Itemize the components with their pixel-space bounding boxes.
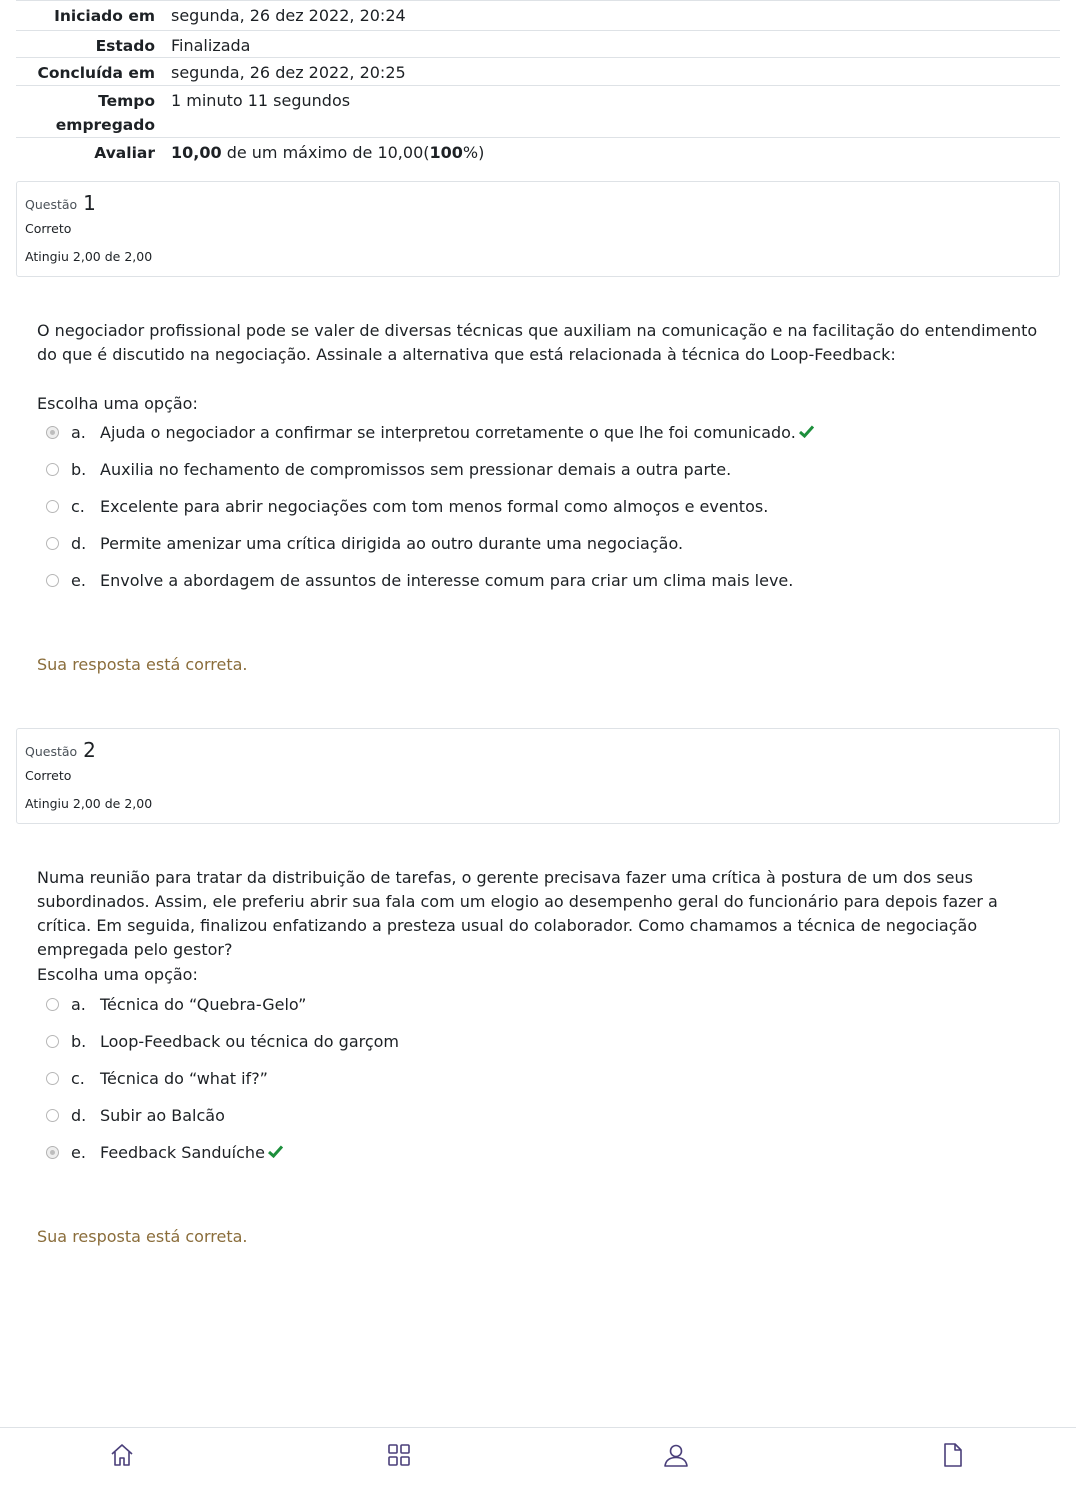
correct-check-icon: [268, 1143, 283, 1162]
answer-prompt-2: Escolha uma opção:: [37, 965, 198, 984]
answer-text: Auxilia no fechamento de compromissos sem pressionar demais a outra parte.: [100, 460, 732, 479]
answer-option[interactable]: [46, 414, 814, 451]
radio[interactable]: [46, 1035, 59, 1048]
answer-text: Técnica do “Quebra-Gelo”: [100, 995, 307, 1014]
summary-row-state: [16, 31, 1060, 58]
answer-option[interactable]: [46, 488, 814, 525]
question-info-2: [16, 728, 1060, 824]
grade-score: 10,00: [171, 143, 222, 162]
answer-option[interactable]: [46, 986, 399, 1023]
correct-check-icon: [799, 423, 814, 442]
radio[interactable]: [46, 1109, 59, 1122]
summary-label-line: Tempo: [98, 92, 155, 110]
summary-row-started: [16, 1, 1060, 31]
answer-text: Excelente para abrir negociações com tom menos formal como almoços e eventos.: [100, 497, 769, 516]
question-number-value: 2: [83, 738, 96, 762]
answer-letter: c.: [71, 1069, 85, 1088]
radio[interactable]: [46, 537, 59, 550]
question-info-1: [16, 181, 1060, 277]
summary-label-line: empregado: [55, 116, 155, 134]
home-icon: [109, 1442, 135, 1472]
document-icon: [940, 1442, 966, 1472]
summary-value: Finalizada: [171, 36, 251, 55]
question-number-value: 1: [83, 191, 96, 215]
answer-list-2: [46, 986, 399, 1171]
answer-text: Ajuda o negociador a confirmar se interpretou corretamente o que lhe foi comunicado.: [100, 423, 796, 442]
answer-text: Permite amenizar uma crítica dirigida ao outro durante uma negociação.: [100, 534, 684, 553]
answer-letter: c.: [71, 497, 85, 516]
answer-letter: e.: [71, 1143, 86, 1162]
answer-option[interactable]: [46, 451, 814, 488]
summary-label: [16, 89, 171, 136]
nav-profile-button[interactable]: [661, 1442, 691, 1472]
answer-text: Feedback Sanduíche: [100, 1143, 265, 1162]
summary-row-time: [16, 86, 1060, 138]
grade-mid: de um máximo de 10,00(: [221, 143, 430, 162]
answer-text: Técnica do “what if?”: [100, 1069, 268, 1088]
radio[interactable]: [46, 574, 59, 587]
answer-option[interactable]: [46, 1134, 399, 1171]
grid-icon: [386, 1442, 412, 1472]
answer-letter: d.: [71, 1106, 87, 1125]
answer-option[interactable]: [46, 525, 814, 562]
question-number: [25, 737, 1051, 764]
answer-option[interactable]: [46, 1060, 399, 1097]
question-grade: Atingiu 2,00 de 2,00: [25, 796, 153, 811]
answer-letter: e.: [71, 571, 86, 590]
user-icon: [663, 1442, 689, 1472]
grade-percent: 100: [429, 143, 463, 162]
radio[interactable]: [46, 500, 59, 513]
summary-row-grade: [16, 138, 1060, 166]
answer-feedback-2: Sua resposta está correta.: [37, 1227, 248, 1246]
nav-page-button[interactable]: [938, 1442, 968, 1472]
question-grade: Atingiu 2,00 de 2,00: [25, 249, 153, 264]
answer-letter: a.: [71, 995, 86, 1014]
question-text-2: Numa reunião para tratar da distribuição de tarefas, o gerente precisava fazer uma crítica à postura de um dos seus subordinados. Assim, ele preferiu abrir sua fala com um elogio ao desempenho geral do funcionário para depois fazer a crítica. Em seguida, finalizou enfatizando a presteza usual do colaborador. Como chamamos a técnica de negociação empregada pelo gestor?: [37, 868, 998, 959]
question-label: Questão: [25, 744, 78, 759]
answer-letter: b.: [71, 460, 87, 479]
radio-selected[interactable]: [46, 426, 59, 439]
bottom-navigation: [0, 1427, 1076, 1490]
radio[interactable]: [46, 463, 59, 476]
answer-prompt-1: Escolha uma opção:: [37, 394, 198, 413]
summary-value: [171, 141, 484, 165]
summary-label: Avaliar: [94, 144, 155, 162]
radio[interactable]: [46, 1072, 59, 1085]
answer-option[interactable]: [46, 562, 814, 599]
summary-row-completed: [16, 58, 1060, 86]
grade-end: %): [462, 143, 485, 162]
summary-value: 1 minuto 11 segundos: [171, 91, 351, 110]
summary-label: Estado: [95, 37, 155, 55]
answer-text: Loop-Feedback ou técnica do garçom: [100, 1032, 400, 1051]
question-number: [25, 190, 1051, 217]
radio[interactable]: [46, 998, 59, 1011]
attempt-summary: [16, 0, 1060, 166]
answer-letter: a.: [71, 423, 86, 442]
answer-text: Subir ao Balcão: [100, 1106, 225, 1125]
nav-dashboard-button[interactable]: [384, 1442, 414, 1472]
answer-letter: b.: [71, 1032, 87, 1051]
answer-option[interactable]: [46, 1097, 399, 1134]
summary-value: segunda, 26 dez 2022, 20:25: [171, 63, 406, 82]
question-text-1: O negociador profissional pode se valer de diversas técnicas que auxiliam na comunicação e na facilitação do entendimento do que é discutido na negociação. Assinale a alternativa que está relacionada à técnica do Loop-Feedback:: [37, 321, 1038, 364]
answer-text: Envolve a abordagem de assuntos de interesse comum para criar um clima mais leve.: [100, 571, 794, 590]
question-state: Correto: [25, 768, 72, 783]
answer-option[interactable]: [46, 1023, 399, 1060]
question-label: Questão: [25, 197, 78, 212]
summary-label: Concluída em: [37, 64, 155, 82]
answer-feedback-1: Sua resposta está correta.: [37, 655, 248, 674]
summary-value: segunda, 26 dez 2022, 20:24: [171, 6, 406, 25]
question-state: Correto: [25, 221, 72, 236]
answer-letter: d.: [71, 534, 87, 553]
answer-list-1: [46, 414, 814, 599]
nav-home-button[interactable]: [107, 1442, 137, 1472]
radio-selected[interactable]: [46, 1146, 59, 1159]
summary-label: Iniciado em: [54, 7, 155, 25]
